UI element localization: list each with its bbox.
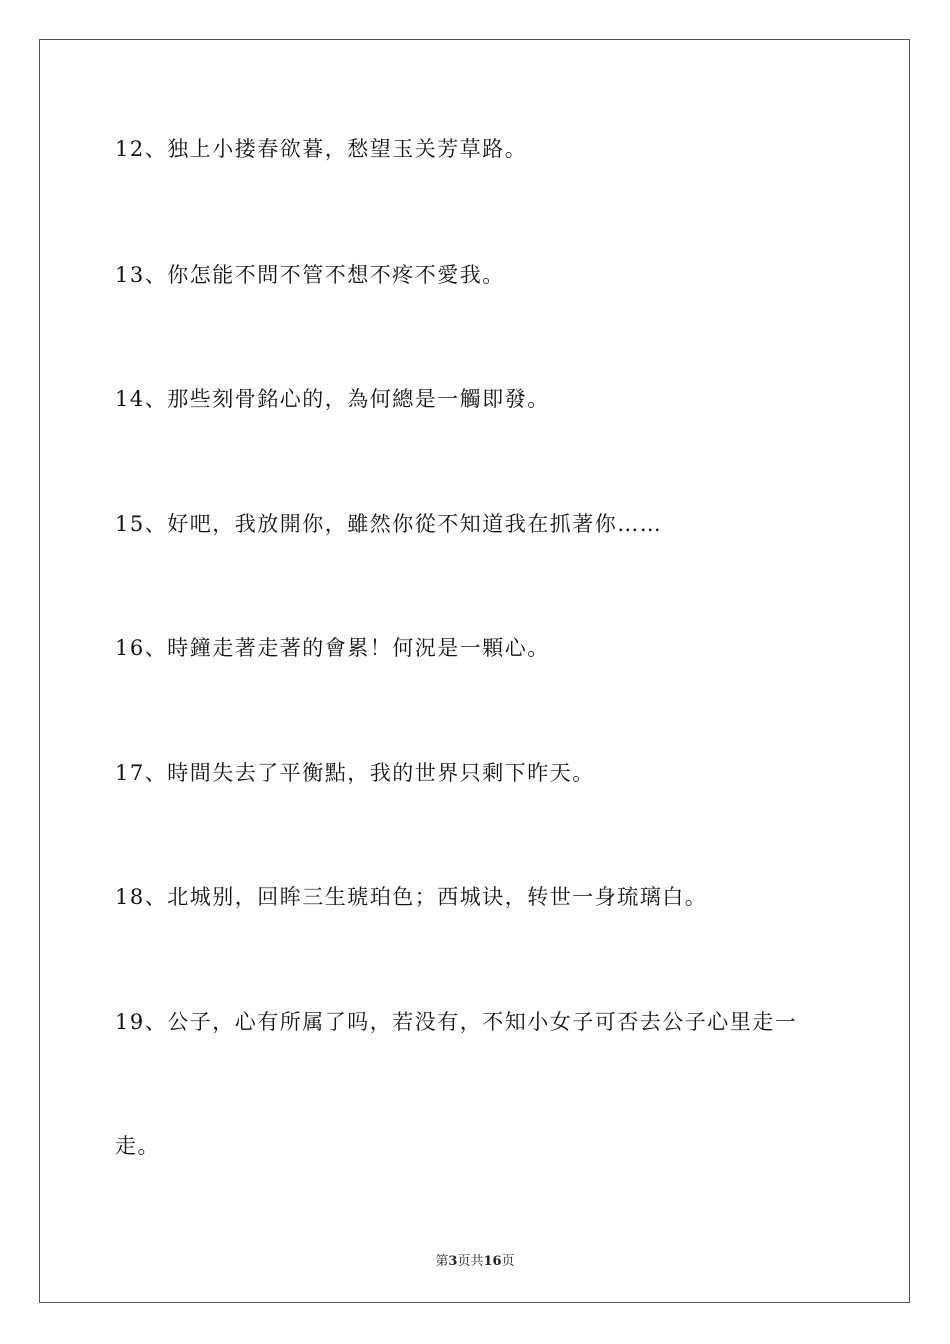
page-number: 3 [448, 1254, 458, 1269]
text-line-19: 19、公子，心有所属了吗，若没有，不知小女子可否去公子心里走一 [115, 1010, 798, 1034]
text-line-15: 15、好吧，我放開你，雖然你從不知道我在抓著你…… [115, 512, 663, 536]
text-line-19-continued: 走。 [115, 1134, 160, 1158]
total-prefix: 共 [470, 1254, 484, 1269]
total-suffix: 页 [501, 1254, 515, 1269]
text-line-16: 16、時鐘走著走著的會累！何況是一顆心。 [115, 636, 550, 660]
page-prefix: 第 [435, 1254, 449, 1269]
text-line-17: 17、時間失去了平衡點，我的世界只剩下昨天。 [115, 761, 595, 785]
text-line-13: 13、你怎能不問不管不想不疼不愛我。 [115, 263, 505, 287]
text-line-18: 18、北城别，回眸三生琥珀色；西城诀，转世一身琉璃白。 [115, 885, 708, 909]
page-border [39, 39, 910, 1303]
total-pages: 16 [483, 1254, 502, 1269]
page-footer [0, 1250, 950, 1269]
text-line-14: 14、那些刻骨銘心的，為何總是一觸即發。 [115, 387, 550, 411]
page-suffix: 页 [457, 1254, 471, 1269]
text-line-12: 12、独上小搂春欲暮，愁望玉关芳草路。 [115, 137, 528, 161]
